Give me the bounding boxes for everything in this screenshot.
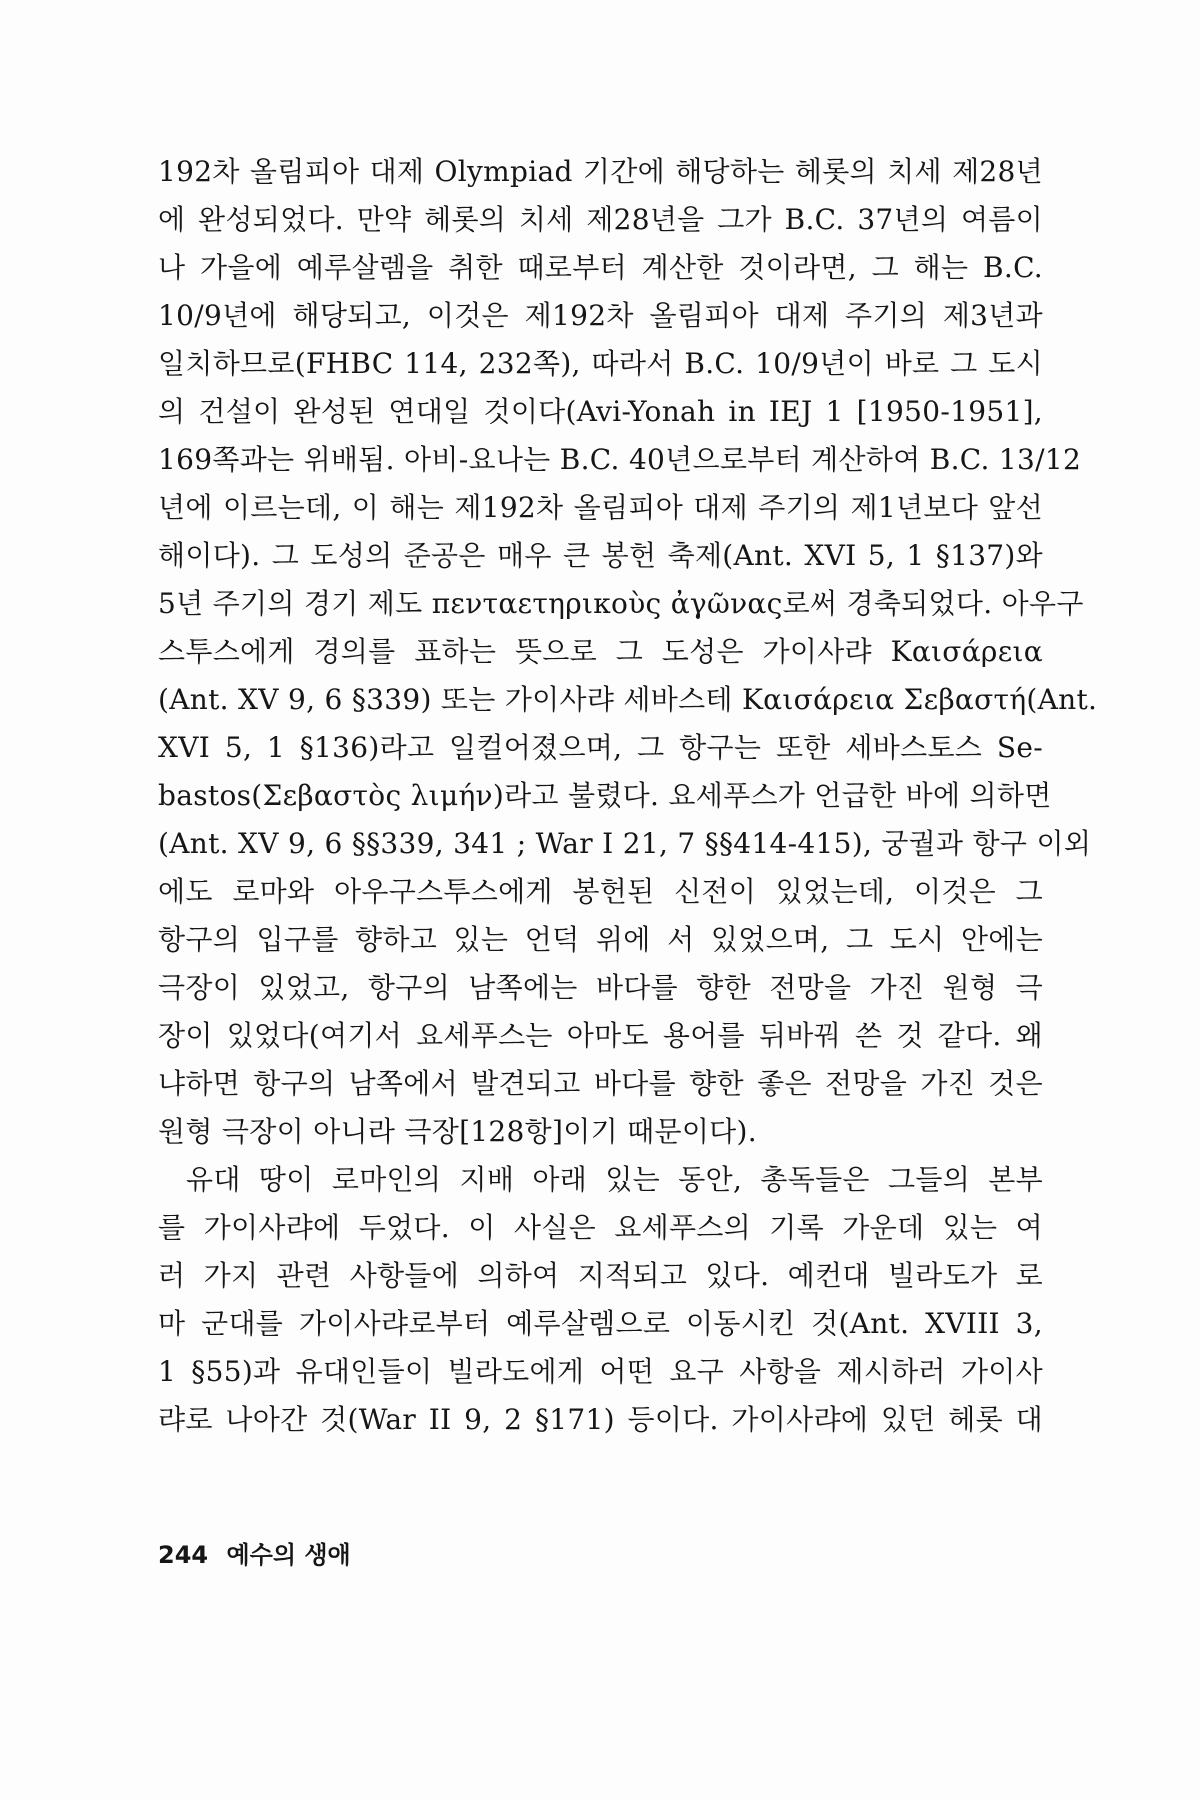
text-line: 나 가을에 예루살렘을 취한 때로부터 계산한 것이라면, 그 해는 B.C. (158, 251, 1043, 284)
text-line: 10/9년에 해당되고, 이것은 제192차 올림피아 대제 주기의 제3년과 (158, 299, 1043, 332)
text-line: 192차 올림피아 대제 Olympiad 기간에 해당하는 헤롯의 치세 제28년 (158, 155, 1043, 188)
text-line: 169쪽과는 위배됨. 아비-요나는 B.C. 40년으로부터 계산하여 B.C. 13/12 (158, 443, 1082, 476)
text-line: 랴로 나아간 것(War II 9, 2 §171) 등이다. 가이사랴에 있던 헤롯 대 (158, 1403, 1043, 1436)
text-line: 의 건설이 완성된 연대일 것이다(Avi-Yonah in IEJ 1 [1950-1951], (158, 395, 1043, 428)
text-line: 해이다). 그 도성의 준공은 매우 큰 봉헌 축제(Ant. XVI 5, 1 §137)와 (158, 539, 1043, 572)
body-text (158, 148, 1098, 1444)
text-line: 스투스에게 경의를 표하는 뜻으로 그 도성은 가이사랴 Καισάρεια (158, 635, 1043, 668)
text-line: 유대 땅이 로마인의 지배 아래 있는 동안, 총독들은 그들의 본부 (186, 1163, 1043, 1196)
text-line: 일치하므로(FHBC 114, 232쪽), 따라서 B.C. 10/9년이 바로 그 도시 (158, 347, 1043, 380)
text-line: (Ant. XV 9, 6 §§339, 341 ; War I 21, 7 §§414-415), 궁궐과 항구 이외 (158, 827, 1092, 860)
text-line: 1 §55)과 유대인들이 빌라도에게 어떤 요구 사항을 제시하러 가이사 (158, 1355, 1043, 1388)
text-line: 에 완성되었다. 만약 헤롯의 치세 제28년을 그가 B.C. 37년의 여름이 (158, 203, 1043, 236)
text-line: 마 군대를 가이사랴로부터 예루살렘으로 이동시킨 것(Ant. XVIII 3, (158, 1307, 1043, 1340)
text-line: 년에 이르는데, 이 해는 제192차 올림피아 대제 주기의 제1년보다 앞선 (158, 491, 1043, 524)
page-footer (158, 1535, 351, 1570)
text-line: XVI 5, 1 §136)라고 일컬어졌으며, 그 항구는 또한 세바스토스 Se- (158, 731, 1043, 764)
text-line: 극장이 있었고, 항구의 남쪽에는 바다를 향한 전망을 가진 원형 극 (158, 971, 1043, 1004)
text-line: 에도 로마와 아우구스투스에게 봉헌된 신전이 있었는데, 이것은 그 (158, 875, 1043, 908)
text-line: 항구의 입구를 향하고 있는 언덕 위에 서 있었으며, 그 도시 안에는 (158, 923, 1043, 956)
running-title: 예수의 생애 (226, 1541, 351, 1569)
text-line: (Ant. XV 9, 6 §339) 또는 가이사랴 세바스테 Καισάρεια Σεβαστή(Ant. (158, 683, 1098, 716)
text-line: 러 가지 관련 사항들에 의하여 지적되고 있다. 예컨대 빌라도가 로 (158, 1259, 1043, 1292)
page-number: 244 (158, 1541, 209, 1569)
text-line: 장이 있었다(여기서 요세푸스는 아마도 용어를 뒤바꿔 쓴 것 같다. 왜 (158, 1019, 1043, 1052)
text-line: 5년 주기의 경기 제도 πενταετηρικοὺς ἀγῶνας로써 경축되었다. 아우구 (158, 587, 1084, 620)
text-line: 원형 극장이 아니라 극장[128항]이기 때문이다). (158, 1115, 757, 1148)
text-line: 를 가이사랴에 두었다. 이 사실은 요세푸스의 기록 가운데 있는 여 (158, 1211, 1043, 1244)
text-line: bastos(Σεβαστὸς λιμήν)라고 불렸다. 요세푸스가 언급한 바에 의하면 (158, 779, 1052, 812)
text-line: 냐하면 항구의 남쪽에서 발견되고 바다를 향한 좋은 전망을 가진 것은 (158, 1067, 1043, 1100)
